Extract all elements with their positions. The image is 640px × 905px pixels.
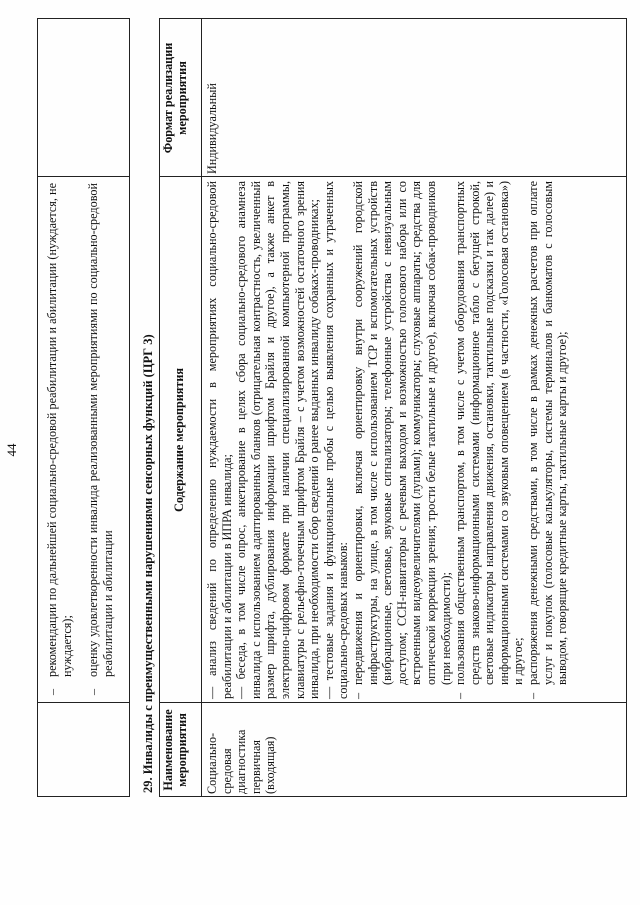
- header-content: Содержание мероприятия: [172, 368, 186, 512]
- row-format: Индивидуальный: [205, 83, 219, 174]
- main-table-border: [159, 19, 160, 797]
- bullet-dash: –: [86, 689, 100, 695]
- bullet-text: распоряжения денежными средствами, в том числе в рамках денежных расчетов при оплате услуг и покупок (голосовые калькуляторы, системы терминалов и банкоматов с голосовым выводом, говорящие кредитные карты, тактильные карты и другое);: [526, 181, 570, 685]
- row-name: Социально-средовая диагностика первичная (входящая): [205, 729, 278, 794]
- top-table-border: [37, 176, 130, 177]
- header-format: Формат реализации мероприятия: [161, 42, 189, 154]
- main-table-border: [159, 18, 627, 19]
- content-bullet: [526, 181, 570, 699]
- content-bullet: [453, 181, 526, 699]
- main-table-border: [626, 19, 627, 797]
- main-table-border: [159, 176, 627, 177]
- content-p3: — тестовые задания и функциональные пробы с целью выявления сохранных и утраченных социально-средовых навыков:: [321, 181, 351, 699]
- bullet-dash: –: [526, 692, 541, 699]
- top-table-border: [37, 796, 130, 797]
- main-table-border: [201, 19, 202, 797]
- bullet-text: пользования общественным транспортом, в том числе с учетом оборудования транспортных средств знаково-информационными системами (информационное табло с бегущей строкой, световые индикаторы направления движения, остановки, тактильные подсказки и так далее) и информационными системами со звуковым оповещением (в частности, «Голосовая остановка») и другое;: [453, 181, 526, 685]
- main-table-border: [159, 702, 627, 703]
- top-table-border: [129, 19, 130, 797]
- page-number: 44: [4, 443, 19, 457]
- top-item-1: рекомендации по дальнейшей социально-средовой реабилитации и абилитации (нуждается, не нуждается);: [45, 183, 74, 677]
- top-table-border: [37, 19, 38, 797]
- content-p1: — анализ сведений по определению нуждаемости в мероприятиях социально-средовой реабилитации и абилитации в ИПРА инвалида;: [205, 181, 234, 699]
- content-bullet: [351, 181, 453, 699]
- main-table-border: [159, 796, 627, 797]
- content-p2: — беседа, в том числе опрос, анкетирование в целях сбора социально-средового анамнеза инвалида с использованием адаптированных бланков (отрицательная контрастность, увеличенный размер шрифта, дублирования информации шрифтом Брайля и другое), а также анкет в электронно-цифровом формате при наличии специализированной компьютерной программы, клавиатуры с рельефно-точечным шрифтом Брайля – с учетом возможностей остаточного зрения инвалида, при необходимости сбор сведений о ранее выданных инвалиду собаках-проводниках;: [234, 181, 322, 699]
- bullet-dash: –: [350, 692, 365, 699]
- bullet-dash: –: [453, 692, 468, 699]
- row-content: [205, 181, 570, 699]
- bullet-text: передвижения и ориентировки, включая ориентировку внутри сооружений городской инфраструктуры, на улице, в том числе с использованием ТСР и вспомогательных устройств (вибрационные, световые, звуковые сигнализаторы; телефонные устройства с невизуальным доступом; ССН-навигаторы с речевым выходом и возможностью голосового набора или со встроенными видеоувеличителями (лупами); коммуникаторы; слуховые аппараты; средства для оптической коррекции зрения; трости белые тактильные и другое), включая собак-проводников (при необходимости);: [350, 181, 453, 685]
- bullet-dash: –: [45, 689, 59, 695]
- section-title: 29. Инвалиды с преимущественными нарушениями сенсорных функций (ЦРГ 3): [141, 334, 155, 793]
- top-table-border: [37, 702, 130, 703]
- top-item-2: оценку удовлетворенности инвалида реализованными мероприятиями по социально-средовой реабилитации и абилитации: [86, 183, 115, 677]
- header-name: Наименование мероприятия: [161, 709, 189, 791]
- top-table-border: [37, 18, 130, 19]
